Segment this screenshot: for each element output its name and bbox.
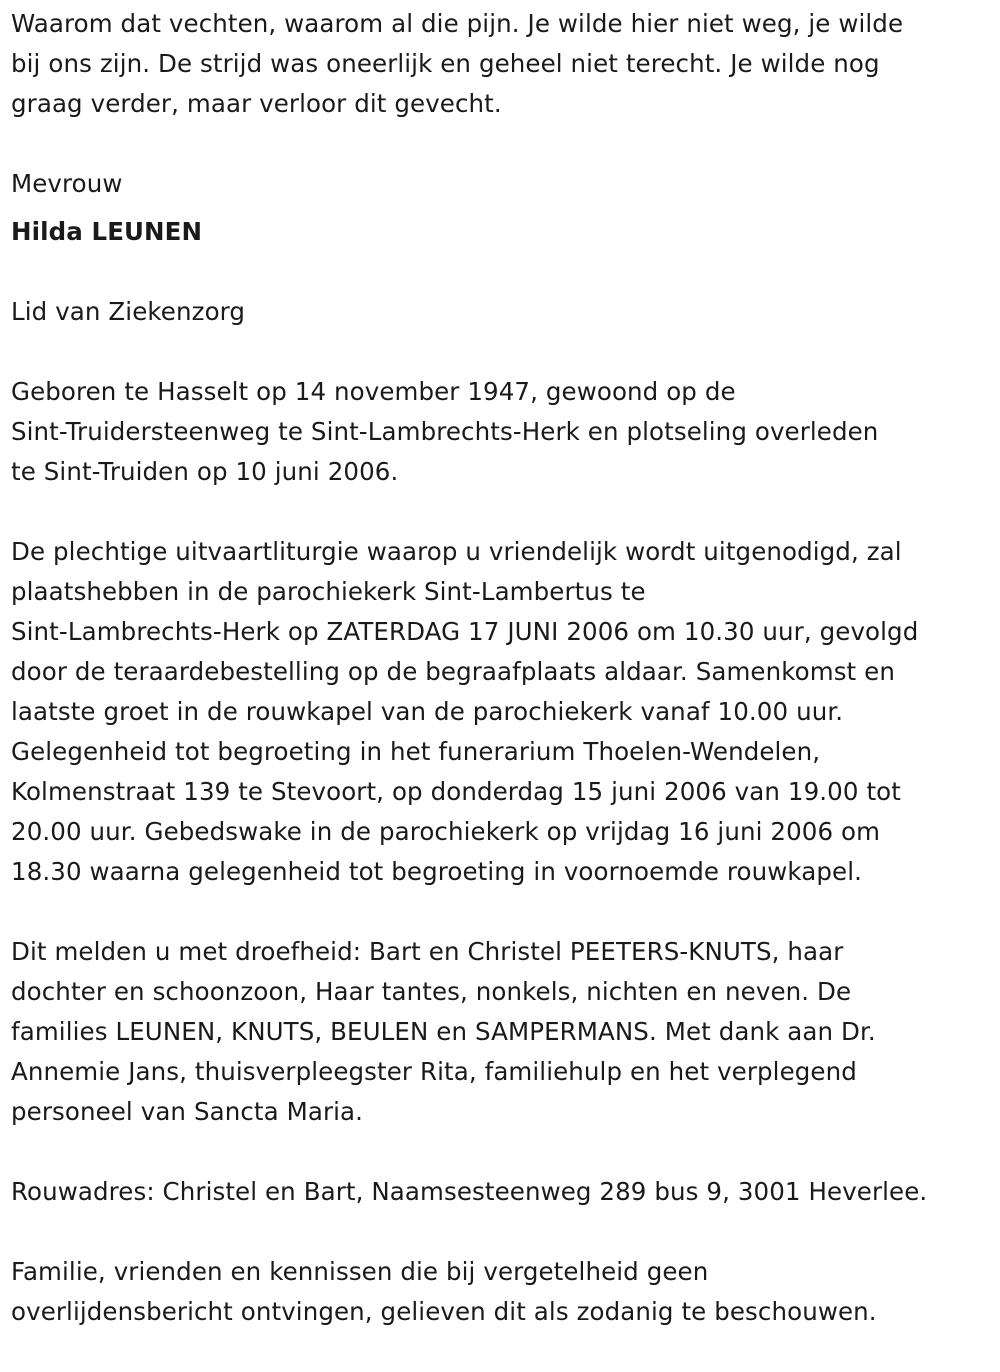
poem-paragraph [11,4,996,124]
closing-line: Familie, vrienden en kennissen die bij vergetelheid geen [11,1257,709,1286]
funeral-paragraph [11,532,996,892]
announcement-line: dochter en schoonzoon, Haar tantes, nonkels, nichten en neven. De [11,977,852,1006]
funeral-line: door de teraardebestelling op de begraafplaats aldaar. Samenkomst en [11,657,895,686]
funeral-line: Kolmenstraat 139 te Stevoort, op donderdag 15 juni 2006 van 19.00 tot [11,777,901,806]
closing-paragraph [11,1252,996,1332]
poem-line: graag verder, maar verloor dit gevecht. [11,89,502,118]
birth-death-line: Geboren te Hasselt op 14 november 1947, gewoond op de [11,377,736,406]
membership-paragraph [11,292,996,332]
salutation-text: Mevrouw [11,169,123,198]
salutation [11,164,996,204]
announcement-line: Annemie Jans, thuisverpleegster Rita, familiehulp en het verplegend [11,1057,857,1086]
announcement-line: families LEUNEN, KNUTS, BEULEN en SAMPERMANS. Met dank aan Dr. [11,1017,876,1046]
announcement-line: personeel van Sancta Maria. [11,1097,364,1126]
funeral-line: De plechtige uitvaartliturgie waarop u vriendelijk wordt uitgenodigd, zal [11,537,902,566]
closing-line: overlijdensbericht ontvingen, gelieven dit als zodanig te beschouwen. [11,1297,877,1326]
funeral-line: 20.00 uur. Gebedswake in de parochiekerk op vrijdag 16 juni 2006 om [11,817,881,846]
membership-text: Lid van Ziekenzorg [11,297,246,326]
deceased-name [11,212,996,252]
poem-line: bij ons zijn. De strijd was oneerlijk en geheel niet terecht. Je wilde nog [11,49,880,78]
announcement-line: Dit melden u met droefheid: Bart en Christel PEETERS-KNUTS, haar [11,937,844,966]
birth-death-paragraph [11,372,996,492]
poem-line: Waarom dat vechten, waarom al die pijn. Je wilde hier niet weg, je wilde [11,9,904,38]
birth-death-line: te Sint-Truiden op 10 juni 2006. [11,457,399,486]
obituary-document [11,4,996,1372]
announcement-paragraph [11,932,996,1132]
address-line: Rouwadres: Christel en Bart, Naamsesteenweg 289 bus 9, 3001 Heverlee. [11,1177,928,1206]
funeral-line: Sint-Lambrechts-Herk op ZATERDAG 17 JUNI 2006 om 10.30 uur, gevolgd [11,617,919,646]
address-paragraph [11,1172,996,1212]
funeral-line: laatste groet in de rouwkapel van de parochiekerk vanaf 10.00 uur. [11,697,844,726]
funeral-line: Gelegenheid tot begroeting in het funerarium Thoelen-Wendelen, [11,737,821,766]
birth-death-line: Sint-Truidersteenweg te Sint-Lambrechts-Herk en plotseling overleden [11,417,879,446]
deceased-name-text: Hilda LEUNEN [11,217,203,246]
funeral-line: 18.30 waarna gelegenheid tot begroeting in voornoemde rouwkapel. [11,857,863,886]
funeral-line: plaatshebben in de parochiekerk Sint-Lambertus te [11,577,646,606]
